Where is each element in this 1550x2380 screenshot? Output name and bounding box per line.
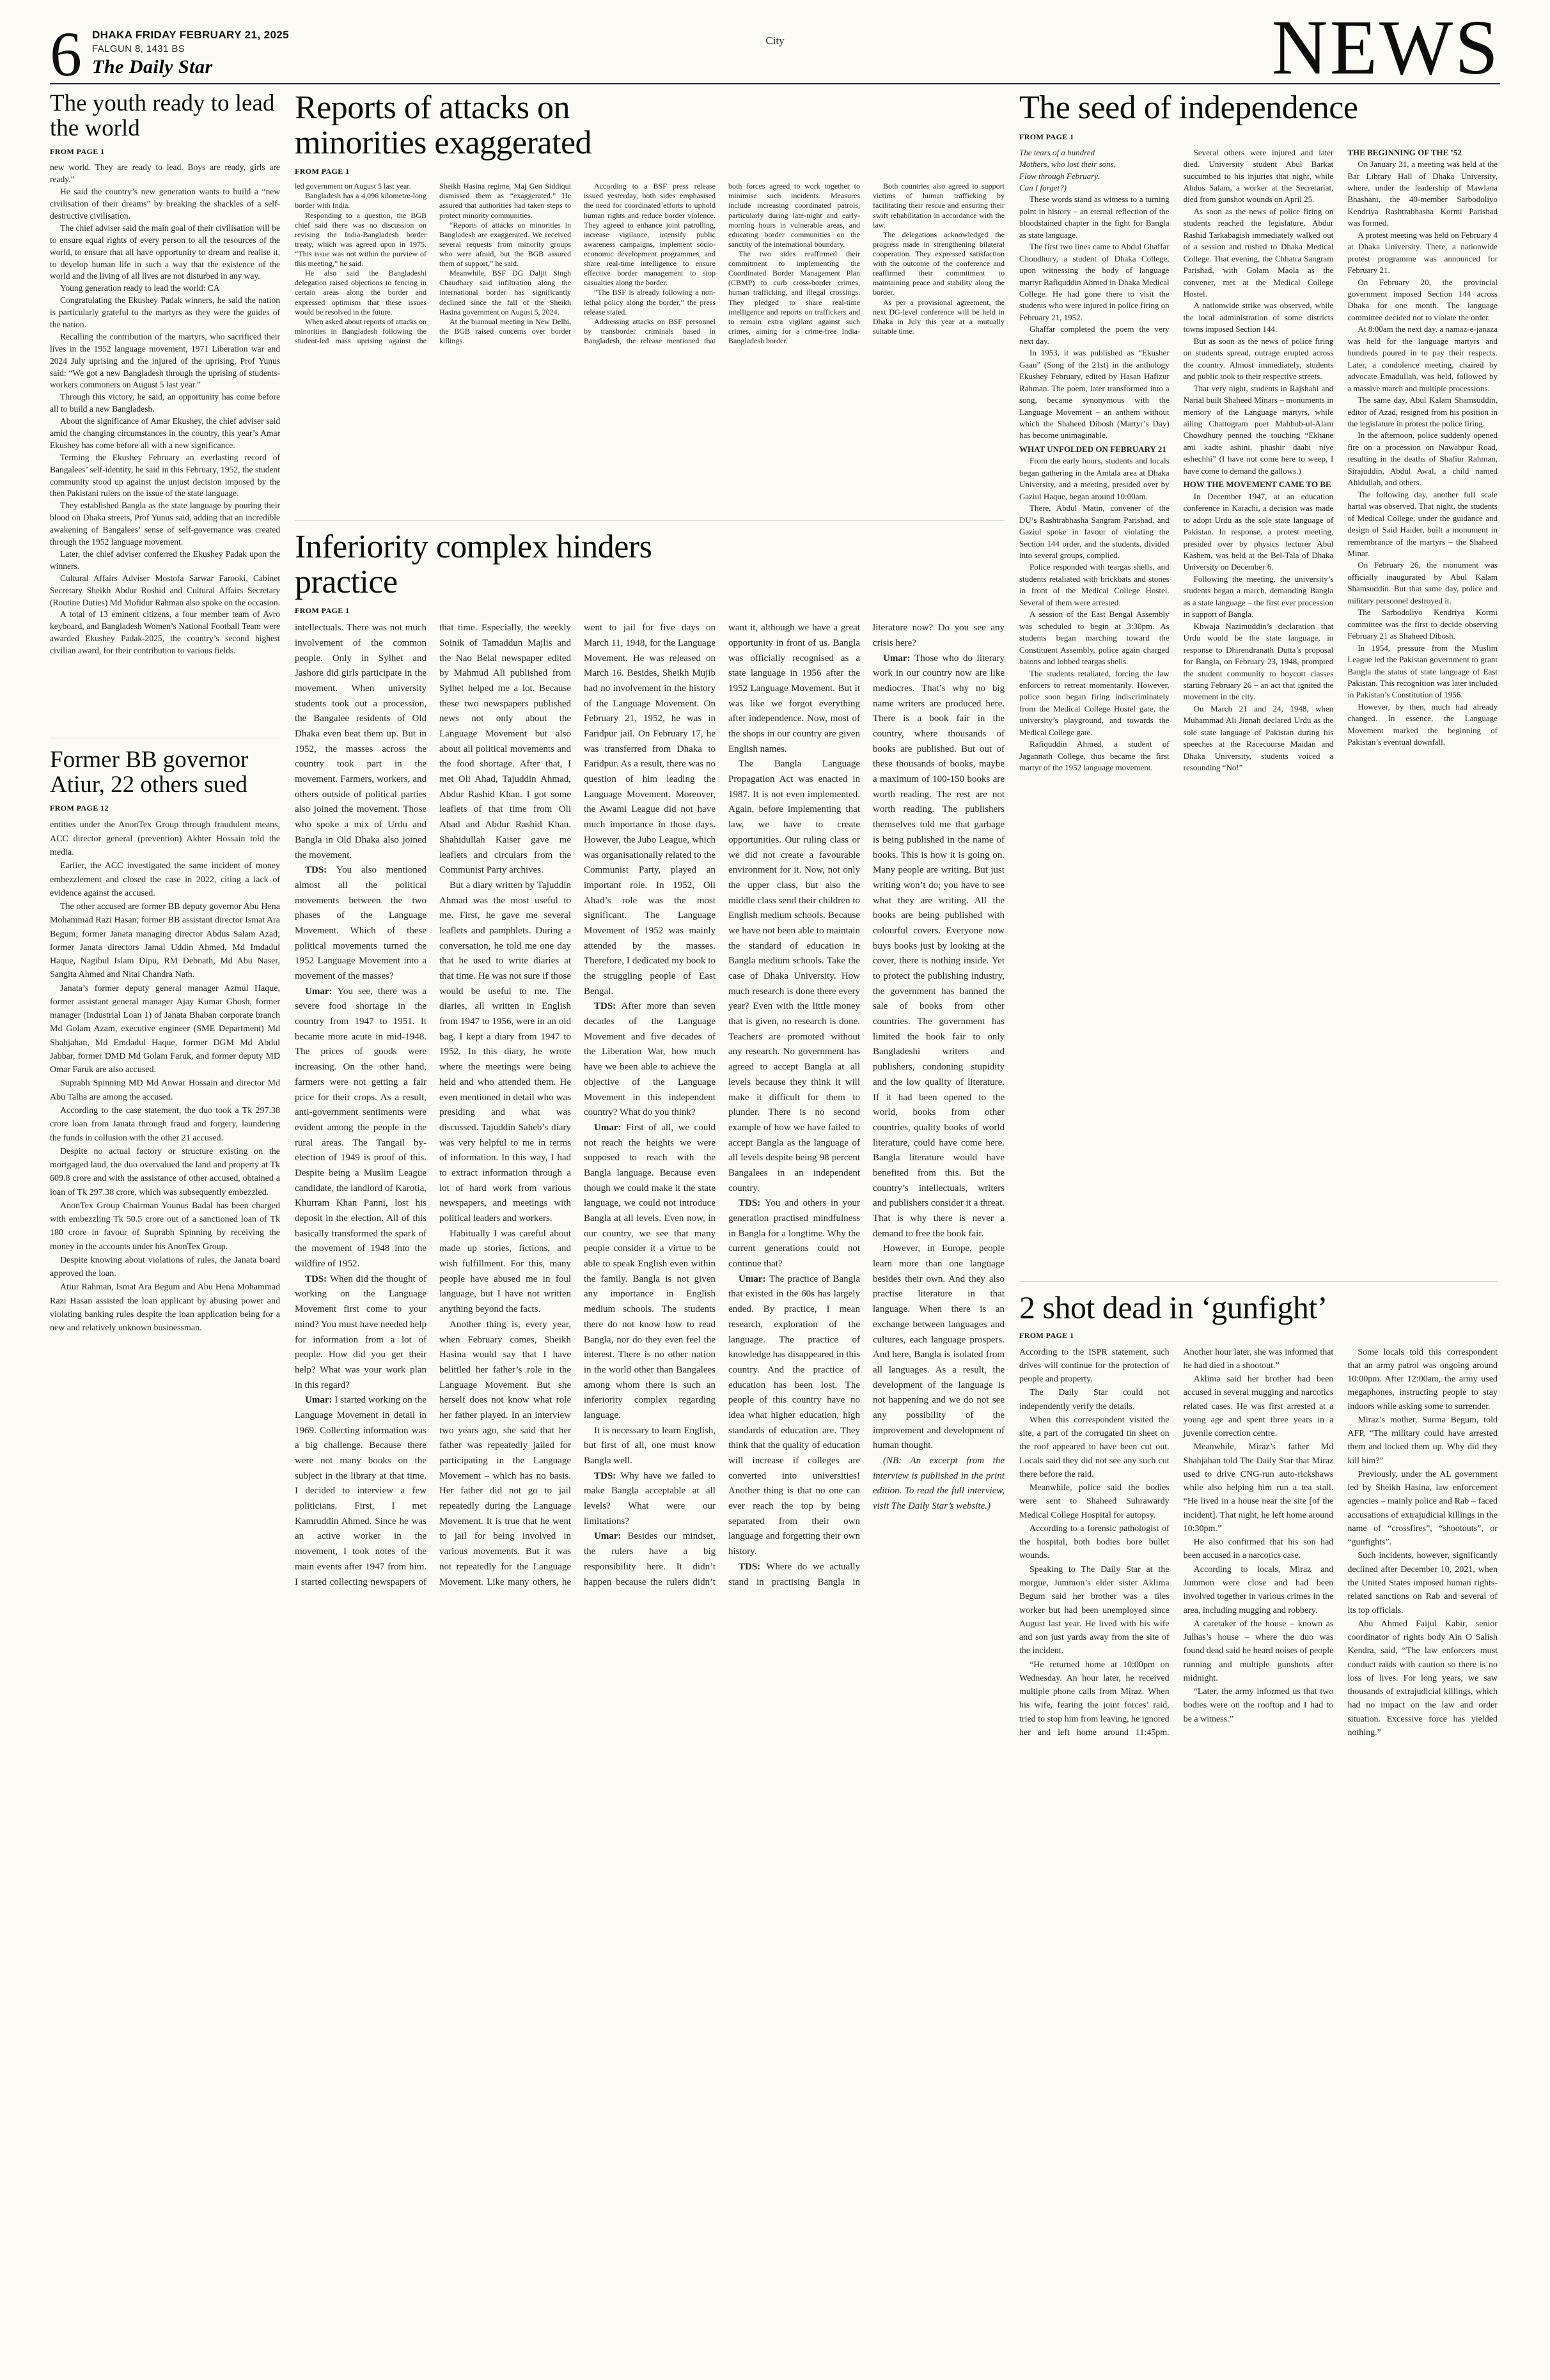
article-paragraph: Responding to a question, the BGB chief said there was no discussion on revising the India-Bangladesh border treaty, which was agreed upon in 1975. “This issue was not within the purview of this meeting,” he said. <box>295 210 427 268</box>
article-paragraph: Bangladesh has a 4,096 kilometre-long border with India. <box>295 191 427 210</box>
speaker-label: TDS: <box>594 1001 622 1012</box>
article-paragraph: When asked about reports of attacks on minorities in Bangladesh following the student-led mass uprising against the Sheikh Hasina regime, Maj Gen Siddiqui dismissed them as “exaggerated.” He assured that authorities had taken steps to protect minority communities. <box>295 182 571 345</box>
page-content <box>50 91 1500 2357</box>
city-section-label: City <box>765 35 785 47</box>
page-number: 6 <box>50 19 82 89</box>
article-paragraph: WHAT UNFOLDED ON FEBRUARY 21 <box>1019 444 1166 454</box>
article-paragraph: He also confirmed that his son had been accused in a narcotics case. <box>1183 1537 1334 1561</box>
from-page-tag: FROM PAGE 1 <box>1019 132 1074 141</box>
article-paragraph: Atiur Rahman, Ismat Ara Begum and Abu Hena Mohammad Razi Hasan assisted the loan applicant by abusing power and violating banking rules despite the loan application being for a new and relatively unknown businessman. <box>50 1282 280 1334</box>
article-paragraph: The delegations acknowledged the progress made in strengthening bilateral cooperation. They expressed satisfaction with the outcome of the conference and reaffirmed their commitment to maintaining peace and stability along the border. <box>873 229 1005 297</box>
article-paragraph: Flow through February. <box>1019 171 1100 181</box>
article-paragraph: Several others were injured and later died. University student Abul Barkat succumbed to his injuries that night, while Abdus Salam, a worker at the Secretariat, died from gunshot wounds on April 25. <box>1183 147 1334 205</box>
article-paragraph: “Reports of attacks on minorities in Bangladesh are exaggerated. We received several requests from minority groups who were afraid, but the BGB assured them of support,” he said. <box>439 220 571 268</box>
article-paragraph: The Sarbodoliyo Kendriya Kormi committee was the first to decide observing February 21 as Shaheed Dibosh. <box>1347 607 1498 641</box>
article-paragraph: At the biannual meeting in New Delhi, the BGB raised concerns over border killings. <box>439 316 571 345</box>
article-paragraph: TDS: When did the thought of working on the Language Movement first come to your mind? You must have needed help for information from a lot of people. How did you get their help? What was your work plan in this regard? <box>295 1273 427 1390</box>
article-paragraph: But as soon as the news of police firing on students spread, outrage erupted across the country. Almost immediately, students and public took to their respective streets. <box>1183 336 1334 382</box>
article-paragraph: A session of the East Bengal Assembly was scheduled to begin at 3:30pm. As students began marching toward the Constituent Assembly, police again charged batons and lobbed teargas shells. <box>1019 609 1170 667</box>
article-paragraph: Miraz’s mother, Surma Begum, told AFP, “The military could have arrested them and locked them up. Why did they kill him?” <box>1347 1415 1498 1466</box>
speaker-label: TDS: <box>739 1198 765 1209</box>
article-paragraph: According to the case statement, the duo took a Tk 297.38 crore loan from Janata through fraud and forgery, laundering the funds in collusion with the other 21 accused. <box>50 1106 280 1143</box>
article-paragraph: Later, the chief adviser conferred the Ekushey Padak upon the winners. <box>50 548 280 571</box>
article-paragraph: But a diary written by Tajuddin Ahmad was the most useful to me. First, he gave me several leaflets and pamphlets. During a conversation, he told me one day that he used to write diaries at that time. He was not sure if those would be useful to me. The diaries, all written in English from 1947 to 1956, were in an old bag. I kept a diary from 1947 to 1952. In this diary, he wrote where the meetings were being held and who attended them. He even mentioned in detail who was presiding and what was discussed. Tajuddin Saheb’s diary was very helpful to me in terms of information. In this way, I had to extract information through a lot of hard work from various newspapers, and meetings with political leaders and workers. <box>439 880 571 1224</box>
article-paragraph: Meanwhile, BSF DG Daljit Singh Chaudhary said infiltration along the international border has significantly declined since the fall of the Sheikh Hasina government on August 5, 2024. <box>439 268 571 316</box>
article-paragraph: About the significance of Amar Ekushey, the chief adviser said amid the changing circumstances in the country, this year’s Amar Ekushey has come before all with a new significance. <box>50 416 280 450</box>
article-paragraph: The Bangla Language Propagation Act was enacted in 1987. It is not even implemented. Again, before implementing that law, we have to create opportunities. Our ruling class or we did not create a favourable environment for it. Now, not only the upper class, but also the middle class send their children to English medium schools. Because we have not been able to maintain the standard of education in Bangla medium schools. Take the case of Dhaka University. How much research is done there every year? Even with the little money that is given, no research is done. Teachers are promoted without any research. No government has agreed to accept Bangla at all levels because they think it will make it difficult for them to plunder. There is no second example of how we have failed to accept Bangla as the language of all levels despite being 98 percent Bangalees in an independent country. <box>728 759 860 1194</box>
speaker-label: Umar: <box>594 1531 628 1542</box>
article-paragraph: According to a forensic pathologist of the hospital, both bodies bore bullet wounds. <box>1019 1523 1170 1561</box>
speaker-label: TDS: <box>305 865 336 876</box>
from-page-tag: FROM PAGE 1 <box>295 606 350 616</box>
speaker-label: Umar: <box>739 1273 769 1284</box>
from-page-tag: FROM PAGE 1 <box>50 147 105 157</box>
masthead-left <box>50 19 290 89</box>
article-paragraph: TDS: You also mentioned almost all the political movements between the two phases of the Language Movement. Which of these political movements turned the 1952 Language Movement into a movement of the masses? <box>295 865 427 981</box>
article-paragraph: Rafiquddin Ahmed, a student of Jagannath College, thus became the first martyr of the 1952 language movement. <box>1019 739 1170 773</box>
article-paragraph: Umar: First of all, we could not reach the heights we were supposed to reach with the Bangla language. Because even though we could make it the state language, we could not introduce Bangla at all levels. Even now, in our country, we see that many people consider it a virtue to be able to speak English even within the family. Bangla is not given any importance in English medium schools. The students there do not know how to read Bangla, nor do they even feel the interest. There is no other nation in the world other than Bangalees among whom there is such an inferiority complex regarding language. <box>584 1122 716 1420</box>
article-paragraph: There, Abdul Matin, convener of the DU’s Rashtrabhasha Sangram Parishad, and Gaziul spoke in favour of violating the Section 144 order, and the students, divided into several groups, complied. <box>1019 503 1170 560</box>
article-two-shot-dead <box>1019 1281 1498 2357</box>
masthead <box>50 4 1500 91</box>
article-paragraph: Can I forget?) <box>1019 182 1067 192</box>
speaker-label: TDS: <box>305 1273 331 1284</box>
article-youth-ready <box>50 91 280 724</box>
article-paragraph: Through this victory, he said, an opportunity has come before all to build a new Bangladesh. <box>50 392 280 414</box>
article-paragraph: He also said the Bangladeshi delegation raised objections to fencing in certain areas along the border and expressed optimism that these issues would be resolved in the future. <box>295 268 427 316</box>
article-paragraph: Habitually I was careful about made up stories, fictions, and wish fulfillment. For this, many people have abused me in foul language, but I have not written anything beyond the facts. <box>439 1228 571 1315</box>
article-paragraph: According to a BSF press release issued yesterday, both sides emphasised the need for coordinated efforts to uphold human rights and reduce border violence. They agreed to enhance joint patrolling, increase vigilance, intensify public awareness campaigns, implement socio-economic development programmes, and share real-time intelligence to ensure effective border management to stop casualties along the border. <box>584 182 716 288</box>
article-paragraph: Some locals told this correspondent that an army patrol was ongoing around 10:00pm. After 12:00am, the army used megaphones, instructing people to stay indoors while asking some to surrender. <box>1347 1347 1498 1412</box>
date-line: DHAKA FRIDAY FEBRUARY 21, 2025 <box>92 29 290 41</box>
article-paragraph: It is necessary to learn English, but first of all, one must know Bangla well. <box>584 1425 716 1466</box>
article-paragraph: The students retaliated, forcing the law enforcers to retreat momentarily. However, police soon began firing indiscriminately from the Medical College Hostel gate, the university’s playground, and towards the Medical College gate. <box>1019 668 1170 737</box>
article-paragraph: Umar: Those who do literary work in our country now are like mediocres. That’s why no big name writers are produced here. There is a book fair in the country, where thousands of books are published. But out of these thousands of books, maybe a maximum of 100-150 books are worth reading. The rest are not worth reading. The publishers themselves told me that garbage is being published in the name of books. This is how it is going on. Many people are writing. But just writing won’t do; you have to see what they are writing. All the books are being published with colourful covers. Everyone now buys books just by looking at the cover, there is nothing inside. Yet to protect the publishing industry, the government has banned the sale of books from other countries. The government has limited the book fair to only Bangladeshi writers and publishers, condoning stupidity and the low quality of literature. If it had been opened to the world, books from other countries, quality books of world literature, could have come here. Bangla literature would have benefited from this. But the country’s intellectuals, writers and publishers consider it a threat. That is why there is never a demand to free the book fair. <box>873 653 1005 1239</box>
article-title: Former BB governor Atiur, 22 others sued <box>50 747 249 798</box>
article-minority-attacks <box>295 91 1005 506</box>
article-title: The youth ready to lead the world <box>50 91 275 142</box>
article-body <box>50 818 280 2357</box>
article-paragraph: TDS: You and others in your generation practised mindfulness in Bangla for a longtime. Why the current generations could not continue that? <box>728 1198 860 1270</box>
speaker-label: TDS: <box>594 1470 621 1481</box>
article-paragraph: Aklima said her brother had been accused in several mugging and narcotics related cases. He was first arrested at a young age and spent three years in a juvenile correction centre. <box>1183 1374 1334 1439</box>
article-paragraph: Addressing attacks on BSF personnel by transborder criminals based in Bangladesh, the release mentioned that both forces agreed to work together to minimise such incidents. Measures include increasing coordinated patrols, particularly during late-night and early-morning hours in vulnerable areas, and educating border communities on the sanctity of the international boundary. <box>584 182 860 345</box>
article-paragraph: Umar: I started working on the Language Movement in detail in 1969. Collecting information was a big challenge. Because there were not many books on the subject in the library at that time. I decided to interview a few politicians. First, I met Kamruddin Ahmed. Since he was an active worker in the movement, I took notes of the main events after 1947 from him. I started collecting newspapers of that time. Especially, the weekly Soinik of Tamaddun Majlis and the Nao Belal newspaper edited by Mahmud Ali published from Sylhet helped me a lot. Because these two newspapers published news not only about the Language Movement but also about all political movements and the food shortage. After that, I met Oli Ahad, Tajuddin Ahmad, Abdur Rashid Khan. I got some leaflets of that time from Oli Ahad and Abdur Rashid Khan. Shahidullah Kaiser gave me leaflets and circulars from the Communist Party archives. <box>295 623 571 1587</box>
article-body <box>295 621 1005 2357</box>
middle-columns <box>295 91 1005 2357</box>
article-paragraph: The tears of a hundred <box>1019 147 1095 157</box>
article-paragraph: On January 31, a meeting was held at the Bar Library Hall of Dhaka University, where, under the leadership of Mawlana Bhashani, the 40-member Sarbodoliyo Kendriya Rashtrabhasha Kormi Parishad was formed. <box>1347 159 1498 228</box>
paper-logo: The Daily Star <box>92 56 213 77</box>
article-paragraph: Mothers, who lost their sons, <box>1019 159 1116 169</box>
article-paragraph: Khwaja Nazimuddin’s declaration that Urdu would be the state language, in response to Dhirendranath Dutta’s proposal for Bangla, on February 23, 1948, prompted the student community to boycott classes starting February 26 – an act that ignited the movement in the city. <box>1183 621 1334 702</box>
article-paragraph: The two sides reaffirmed their commitment to implementing the Coordinated Border Management Plan (CBMP) to curb cross-border crimes, human trafficking, and illegal crossings. They pledged to share real-time intelligence and reports on traffickers and to remain extra vigilant against such crimes, aiming for a crime-free India-Bangladesh border. <box>728 249 860 345</box>
article-paragraph: On February 26, the monument was officially inaugurated by Abul Kalam Shamsuddin. But that same day, police and military personnel destroyed it. <box>1347 560 1498 605</box>
article-paragraph: As per a provisional agreement, the next DG-level conference will be held in Dhaka in July this year at a mutually suitable time. <box>873 297 1005 336</box>
article-paragraph: Previously, under the AL government led by Sheikh Hasina, law enforcement agencies – mainly police and Rab – faced accusations of extrajudicial killings in the name of “crossfires”, “shootouts”, or “gunfights”. <box>1347 1469 1498 1548</box>
article-paragraph: Congratulating the Ekushey Padak winners, he said the nation is particularly grateful to the martyrs as they were the guides of the nation. <box>50 295 280 330</box>
article-paragraph: Both countries also agreed to support victims of human trafficking by facilitating their rescue and ensuring their swift rehabilitation in accordance with the law. <box>873 182 1005 229</box>
article-paragraph: Police responded with teargas shells, and students retaliated with brickbats and stones in front of the Medical College Hostel. Several of them were arrested. <box>1019 562 1170 607</box>
article-paragraph: Umar: The practice of Bangla that existed in the 60s has largely ended. By practice, I mean research, exploration of the language. The practice of knowledge has disappeared in this country. And the practice of education has been lost. The people of this country have no idea what higher education, high standards of education are. They think that the quality of education will increase if colleges are converted into universities! Another thing is that no one can ever reach the top by being separated from their own language and forgetting their own history. <box>728 1273 860 1557</box>
article-paragraph: A total of 13 eminent citizens, a four member team of Avro keyboard, and Bangladesh Women’s National Football Team were awarded Ekushey Padak-2025, the country’s second highest civilian award, for their contribution to various fields. <box>50 609 280 656</box>
article-paragraph: new world. They are ready to lead. Boys are ready, girls are ready.” <box>50 162 280 185</box>
article-paragraph: Umar: You see, there was a severe food shortage in the country from 1947 to 1951. It became more acute in mid-1948. The prices of goods were increasing. On the other hand, farmers were not getting a fair price for their crops. As a result, anti-government sentiments were evident among the people in the rural areas. The Tangail by-election of 1949 is proof of this. Despite being a Muslim League candidate, the landlord of Karotia, Khurram Khan Panni, lost his deposit in the election. All of this basically transformed the spark of the movement of 1948 into the wildfire of 1952. <box>295 986 427 1270</box>
article-paragraph: “The BSF is already following a non-lethal policy along the border,” the press release stated. <box>584 288 716 316</box>
article-title: Reports of attacks on minorities exaggerated <box>295 91 592 161</box>
article-paragraph: led government on August 5 last year. <box>295 182 411 191</box>
article-seed-of-independence <box>1019 91 1498 1267</box>
article-paragraph: Janata’s former deputy general manager Azmul Haque, former assistant general manager Ajay Kumar Ghosh, former manager (Industrial Loan 1) of Janata Bhaban corporate branch Md Golam Azam, executive engineer (SME Department) Md Shahjahan, Md Emdadul Haque, former DGM Md Abdul Jabbar, former DMD Md Golam Faruk, and former deputy MD Omar Faruk are also accused. <box>50 983 280 1075</box>
article-paragraph: The chief adviser said the main goal of their civilisation will be to ensure equal rights of every person to all the resources of the world, to ensure that all have opportunity to dream and realise it, to develop human life in such a way that the existence of the world and the living of all lives are not disturbed in any way. <box>50 222 280 281</box>
article-paragraph: The following day, another full scale hartal was observed. That night, the students of Medical College, under the guidance and design of Said Haider, built a monument in remembrance of the martyrs – the Shaheed Minar. <box>1347 489 1498 558</box>
from-page-tag: FROM PAGE 1 <box>295 167 350 176</box>
article-paragraph: Recalling the contribution of the martyrs, who sacrificed their lives in the 1952 language movement, 1971 Liberation war and 2024 July uprising and the injured of the uprising, Prof Yunus said: “We got a new Bangladesh through the uprising of students-workers commoners on August 5 last year.” <box>50 331 280 390</box>
article-paragraph: Despite no actual factory or structure existing on the mortgaged land, the duo overvalued the land and property at Tk 609.8 crore and with the assistance of other accused, obtained a loan of Tk 297.38 crore, which was subsequently embezzled. <box>50 1146 280 1197</box>
article-paragraph: A protest meeting was held on February 4 at Dhaka University. There, a nationwide protest programme was announced for February 21. <box>1347 229 1498 276</box>
article-paragraph: Umar: Besides our mindset, the rulers have a big responsibility here. It didn’t happen because the rulers didn’t want it, although we have a great opportunity in front of us. Bangla was officially recognised as a state language in 1956 after the 1952 Language Movement. But it was like we forgot everything after independence. Now, most of the shops in our country are given English names. <box>584 623 860 1587</box>
article-paragraph: Earlier, the ACC investigated the same incident of money embezzlement and closed the case in 2022, citing a lack of evidence against the accused. <box>50 861 280 898</box>
article-title: Inferiority complex hinders practice <box>295 529 652 600</box>
article-paragraph: In 1953, it was published as “Ekusher Gaan” (Song of the 21st) in the anthology Ekushey February, edited by Hasan Hafizur Rahman. The poem, later transformed into a song, became synonymous with the Language Movement – an anthem without which the Shaheed Dibosh (Martyr’s Day) has become unimaginable. <box>1019 348 1170 440</box>
news-section-wordmark: NEWS <box>1271 4 1500 91</box>
article-paragraph: The other accused are former BB deputy governor Abu Hena Mohammad Razi Hasan; former BB assistant director Ismat Ara Begum; former Janata managing director Abdus Salam Azad; former Janata directors Jamal Uddin Ahmed, Md Imdadul Haque, Nagibul Islam Dipu, RM Debnath, Md Abu Naser, Sangita Ahmed and Nitai Chandra Nath. <box>50 902 280 980</box>
article-paragraph: Suprabh Spinning MD Md Anwar Hossain and director Md Abu Talha are among the accused. <box>50 1078 280 1102</box>
article-paragraph: In the afternoon, police suddenly opened fire on a procession on Nawabpur Road, resulting in the deaths of Shafiur Rahman, Sirajuddin, Abdul Awal, a child named Ahidullah, and others. <box>1347 430 1498 488</box>
article-paragraph: According to the ISPR statement, such drives will continue for the protection of people and property. <box>1019 1347 1170 1385</box>
article-paragraph: He said the country’s new generation wants to build a “new civilisation of their dreams” by breaking the shackles of a self-destructive civilisation. <box>50 187 280 221</box>
article-paragraph: Following the meeting, the university’s students began a march, demanding Bangla as a state language – the first ever procession in support of Bangla. <box>1183 573 1334 619</box>
speaker-label: Umar: <box>305 986 338 997</box>
article-body <box>50 162 280 724</box>
article-paragraph: A caretaker of the house – known as Julhas’s house – where the duo was found dead said he heard noises of people running and multiple gunshots after midnight. <box>1183 1619 1334 1683</box>
article-paragraph: Despite knowing about violations of rules, the Janata board approved the loan. <box>50 1255 280 1279</box>
article-body <box>295 182 1005 506</box>
article-paragraph: entities under the AnonTex Group through fraudulent means, ACC director general (prevention) Akhter Hossain told the media. <box>50 820 280 857</box>
article-paragraph: Ghaffar completed the poem the very next day. <box>1019 324 1170 346</box>
article-paragraph: Young generation ready to lead the world: CA <box>60 283 220 293</box>
article-paragraph: Abu Ahmed Faijul Kabir, senior coordinator of rights body Ain O Salish Kendra, said, “The law enforcers must conduct raids with caution so there is no loss of lives. For long years, we saw thousands of extrajudicial killings, which had no impact on the law and order situation. Excessive force has yielded nothing.” <box>1347 1619 1498 1738</box>
article-body <box>1019 147 1498 1267</box>
left-column <box>50 91 280 2357</box>
article-paragraph: “Later, the army informed us that two bodies were on the rooftop and I had to be a witness.” <box>1183 1687 1334 1724</box>
article-paragraph: The Daily Star could not independently verify the details. <box>1019 1388 1170 1412</box>
article-paragraph: At 8:00am the next day, a namaz-e-janaza was held for the language martyrs and hundreds poured in to pay their respects. Later, a condolence meeting, chaired by advocate Emadullah, was held, followed by a massive march and multiple processions. <box>1347 324 1498 393</box>
article-paragraph: intellectuals. There was not much involvement of the common people. Only in Sylhet and Jashore did girls participate in the movement. When university students took out a procession, the Bangalee residents of Old Dhaka even beat them up. But in 1952, the masses across the country took part in the movement. Farmers, workers, and others outside of political parties also joined the movement. Those who spoke a mix of Urdu and Bangla in Old Dhaka also joined the movement. <box>295 623 427 860</box>
article-paragraph: THE BEGINNING OF THE ’52 <box>1347 147 1462 157</box>
from-page-tag: FROM PAGE 12 <box>50 804 109 813</box>
article-paragraph: Speaking to The Daily Star at the morgue, Jummon’s elder sister Aklima Begum said her brother was a tiles worker but had been unemployed since August last year. He lived with his wife and son just yards away from the site of the incident. <box>1019 1564 1170 1656</box>
speaker-label: Umar: <box>594 1122 627 1133</box>
article-body <box>1019 1346 1498 2358</box>
bangla-date-line: FALGUN 8, 1431 BS <box>92 43 185 54</box>
article-paragraph: “He returned home at 10:00pm on Wednesday. An hour later, he received multiple phone calls from Miraz. When his wife, fearing the joint forces’ raid, tried to stop him from leaving, he ignored her and left home around 11:45pm. Another hour later, she was informed that he had died in a shootout.” <box>1019 1347 1334 1738</box>
article-inferiority-complex <box>295 520 1005 2357</box>
article-paragraph: Meanwhile, police said the bodies were sent to Shaheed Suhrawardy Medical College Hospital for autopsy. <box>1019 1483 1170 1520</box>
article-paragraph: The same day, Abul Kalam Shamsuddin, editor of Azad, resigned from his position in the legislature in protest the police firing. <box>1347 395 1498 429</box>
article-paragraph: These words stand as witness to a turning point in history – an eternal reflection of the bloodstained chapter in the fight for Bangla as state language. <box>1019 194 1170 240</box>
article-paragraph: However, by then, much had already changed. In essence, the Language Movement marked the beginning of Pakistan’s eventual downfall. <box>1347 701 1498 747</box>
article-paragraph: Meanwhile, Miraz’s father Md Shahjahan told The Daily Star that Miraz used to drive CNG-run auto-rickshaws while also helping him run a tea stall. “He lived in a house near the site [of the incident]. That night, he left home around 10:30pm.” <box>1183 1442 1334 1534</box>
article-paragraph: A nationwide strike was observed, while the local administration of some districts towns imposed Section 144. <box>1183 300 1334 334</box>
article-paragraph: The first two lines came to Abdul Ghaffar Choudhury, a student of Dhaka College, upon witnessing the body of language martyr Rafiquddin Ahmed in Dhaka Medical College. He had gone there to visit the students who were injured in police firing on February 21, 1952. <box>1019 242 1170 322</box>
article-former-bb-governor <box>50 738 280 2357</box>
article-paragraph: When this correspondent visited the site, a part of the corrugated tin sheet on the roof appeared to have been cut out. Locals said they did not see any such cut there before the raid. <box>1019 1415 1170 1479</box>
article-paragraph: On March 21 and 24, 1948, when Muhammad Ali Jinnah declared Urdu as the sole state language of Pakistan during his speeches at the Racecourse Maidan and Dhaka University, students voiced a resounding “No!” <box>1183 703 1334 773</box>
article-title: The seed of independence <box>1019 91 1358 126</box>
article-paragraph: From the early hours, students and locals began gathering in the Amtala area at Dhaka University, and a meeting, presided over by Gaziul Haque, began around 10:00am. <box>1019 456 1170 501</box>
article-paragraph: TDS: Why have we failed to make Bangla acceptable at all levels? What were our limitations? <box>584 1470 716 1527</box>
article-paragraph: HOW THE MOVEMENT CAME TO BE <box>1183 479 1331 490</box>
article-paragraph: In December 1947, at an education conference in Karachi, a decision was made to adopt Urdu as the sole state language of Pakistan. In response, a protest meeting, presided over by physics lecturer Abul Kashem, was held at the Bel-Tala of Dhaka University on December 6. <box>1183 491 1334 572</box>
article-paragraph: However, in Europe, people learn more than one language besides their own. And they also practise literature in that language. When there is an exchange between languages and cultures, each language prospers. And here, Bangla is isolated from all languages. As a result, the development of the language is not happening and we do not see any possibility of the improvement and development of human thought. <box>873 1243 1005 1451</box>
speaker-label: Umar: <box>883 653 915 664</box>
article-paragraph: That very night, students in Rajshahi and Narial built Shaheed Minars – monuments in memory of the Language martyrs, while ailing Chattogram poet Mahbub-ul-Alam Chowdhury penned the touching “Ekhane ami kadte ashini, phashir daabi niye eshechhi” (I have not come here to weep, I have come to demand the gallows.) <box>1183 383 1334 476</box>
article-paragraph: They established Bangla as the state language by pouring their blood on Dhaka streets, Prof Yunus said, adding that an incredible awakening of Bangalees’ sense of self-governance was created through the 1952 language movement. <box>50 501 280 547</box>
article-paragraph: TDS: After more than seven decades of the Language Movement and five decades of the Liberation War, how much have we been able to achieve the objective of the Language Movement in this independent country? What do you think? <box>584 1001 716 1118</box>
article-paragraph: On February 20, the provincial government imposed Section 144 across Dhaka for one month. The language committee decided not to violate the order. <box>1347 277 1498 322</box>
right-columns <box>1019 91 1498 2357</box>
article-paragraph: Terming the Ekushey February an everlasting record of Bangalees’ self-identity, he said in this February, 1952, the student community stood up against the unjust decision imposed by the then Pakistani rulers on the issue of the state language. <box>50 452 280 499</box>
article-paragraph: Such incidents, however, significantly declined after December 10, 2021, when the United States imposed human rights-related sanctions on Rab and several of its top officials. <box>1347 1551 1498 1615</box>
article-paragraph: AnonTex Group Chairman Younus Badal has been charged with embezzling Tk 50.5 crore out of a sanctioned loan of Tk 180 crore in favour of Suprabh Spinning by receiving the money in the accounts under his AnonTex Group. <box>50 1201 280 1252</box>
article-paragraph: TDS: Where do we actually stand in practising Bangla in literature now? Do you see any crisis here? <box>728 623 1005 1587</box>
speaker-label: Umar: <box>305 1395 335 1406</box>
issue-info <box>92 29 289 79</box>
article-paragraph: In 1954, pressure from the Muslim League led the Pakistan government to grant Bangla the status of state language of East Pakistan. This recognition was later included in Pakistan’s Constitution of 1956. <box>1347 642 1498 700</box>
article-paragraph: Cultural Affairs Adviser Mostofa Sarwar Farooki, Cabinet Secretary Sheikh Abdur Roshid and Cultural Affairs Secretary (Routine Duties) Md Mofidur Rahman also spoke on the occasion. <box>50 573 280 607</box>
article-paragraph: (NB: An excerpt from the interview is published in the print edition. To read the full interview, visit The Daily Star’s website.) <box>873 1456 1005 1512</box>
article-paragraph: According to locals, Miraz and Jummon were close and had been involved together in various crimes in the area, including mugging and robbery. <box>1183 1564 1334 1615</box>
speaker-label: TDS: <box>739 1561 767 1572</box>
article-paragraph: Another thing is, every year, when February comes, Sheikh Hasina would say that I have belittled her father’s role in the Language Movement. But she herself does not know what role her father played. In an interview two years ago, she said that her father was repeatedly jailed for participating in the Language Movement – which has no basis. Her father did not go to jail repeatedly during the Language Movement. It is true that he went to jail for being involved in various movements. But it was not repeatedly for the Language Movement. Like many others, he went to jail for five days on March 11, 1948, for the Language Movement. He was released on March 16. Besides, Sheikh Mujib had no involvement in the history of the Language Movement. On February 21, 1952, he was in Faridpur jail. On February 17, he was transferred from Dhaka to Faridpur. As a result, there was no question of him leading the Language Movement. Moreover, the Awami League did not have much importance in those days. However, the Jubo League, which was organisationally related to the Communist Party, played an important role. In 1952, Oli Ahad’s role was the most significant. The Language Movement of 1952 was mainly attended by the masses. Therefore, I dedicated my book to the struggling people of East Bengal. <box>439 623 716 1587</box>
from-page-tag: FROM PAGE 1 <box>1019 1330 1074 1340</box>
article-title: 2 shot dead in ‘gunfight’ <box>1019 1289 1327 1325</box>
article-paragraph: As soon as the news of police firing on students reached the legislature, Abdur Rashid Tarkabagish immediately walked out of a session and rushed to Dhaka Medical College. That evening, the Chhatra Sangram Parishad, with Golam Maola as the convener, met at the Medical College Hostel. <box>1183 206 1334 299</box>
